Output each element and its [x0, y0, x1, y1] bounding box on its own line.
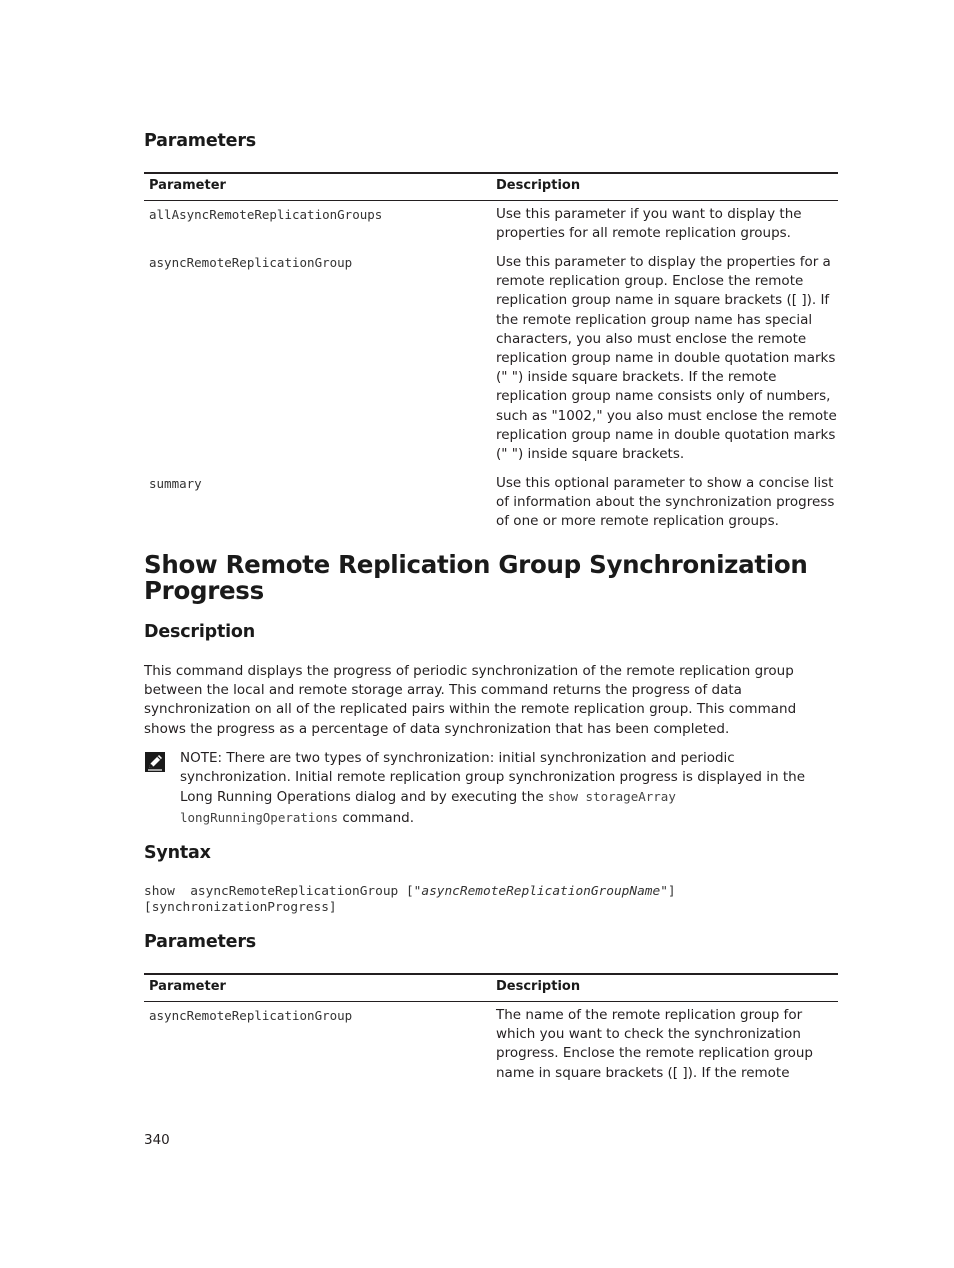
note-text [180, 749, 840, 828]
parameters-table-2 [144, 973, 838, 1092]
parameter-description: The name of the remote replication group for which you want to check the synchronization progress. Enclose the remote replication group name in square brackets ([ ]). If the remote [496, 1007, 813, 1081]
syntax-command: show asyncRemoteReplicationGroup [" [144, 884, 422, 899]
page-title: Show Remote Replication Group Synchronization Progress [144, 550, 808, 605]
syntax-close: "] [660, 884, 676, 899]
syntax-heading: Syntax [144, 843, 211, 863]
parameter-name: asyncRemoteReplicationGroup [149, 255, 353, 270]
note-body-end: command. [338, 809, 415, 826]
column-header-description: Description [496, 979, 581, 994]
table-header [144, 172, 838, 201]
note-code: show storageArray longRunningOperations [180, 789, 676, 825]
parameter-description: Use this optional parameter to show a concise list of information about the synchronization progress of one or more remote replication groups. [496, 475, 835, 530]
table-row [144, 249, 838, 470]
parameters-table [144, 172, 838, 530]
table-row [144, 1002, 838, 1092]
parameter-name: asyncRemoteReplicationGroup [149, 1008, 353, 1023]
table-row [144, 470, 838, 530]
table-header [144, 973, 838, 1002]
note-body: There are two types of synchronization: initial synchronization and periodic synchronization. Initial remote replication group synchronization progress is displayed in the Long Running Operations dialog and by executing the [180, 750, 806, 806]
parameters-heading: Parameters [144, 131, 256, 151]
column-header-description: Description [496, 178, 581, 193]
syntax-variable: asyncRemoteReplicationGroupName [421, 884, 661, 899]
description-paragraph: This command displays the progress of periodic synchronization of the remote replication group between the local and remote storage array. This command returns the progress of data synchronization on all of the replicated pairs within the remote replication group. This command shows the progress as a percentage of data synchronization that has been completed. [144, 663, 797, 737]
table-row [144, 201, 838, 249]
pencil-note-icon [144, 751, 166, 773]
parameter-description: Use this parameter if you want to display the properties for all remote replication groups. [496, 206, 802, 242]
syntax-option: [synchronizationProgress] [144, 899, 337, 915]
page-number: 340 [144, 1132, 170, 1148]
description-heading: Description [144, 622, 255, 642]
syntax-code-block [144, 884, 838, 915]
parameter-name: summary [149, 476, 202, 491]
column-header-parameter: Parameter [149, 178, 226, 193]
parameter-description: Use this parameter to display the properties for a remote replication group. Enclose the remote replication group name in square brackets ([ ]). If the remote replication group name has special characters, you also must enclose the remote replication group name in double quotation marks (" ") inside square brackets. If the remote replication group name consists only of numbers, such as "1002," you also must enclose the remote replication group name in double quotation marks (" ") inside square brackets. [496, 254, 837, 463]
column-header-parameter: Parameter [149, 979, 226, 994]
parameters-heading-2: Parameters [144, 932, 256, 952]
parameter-name: allAsyncRemoteReplicationGroups [149, 207, 383, 222]
note-label: NOTE: [180, 750, 223, 766]
